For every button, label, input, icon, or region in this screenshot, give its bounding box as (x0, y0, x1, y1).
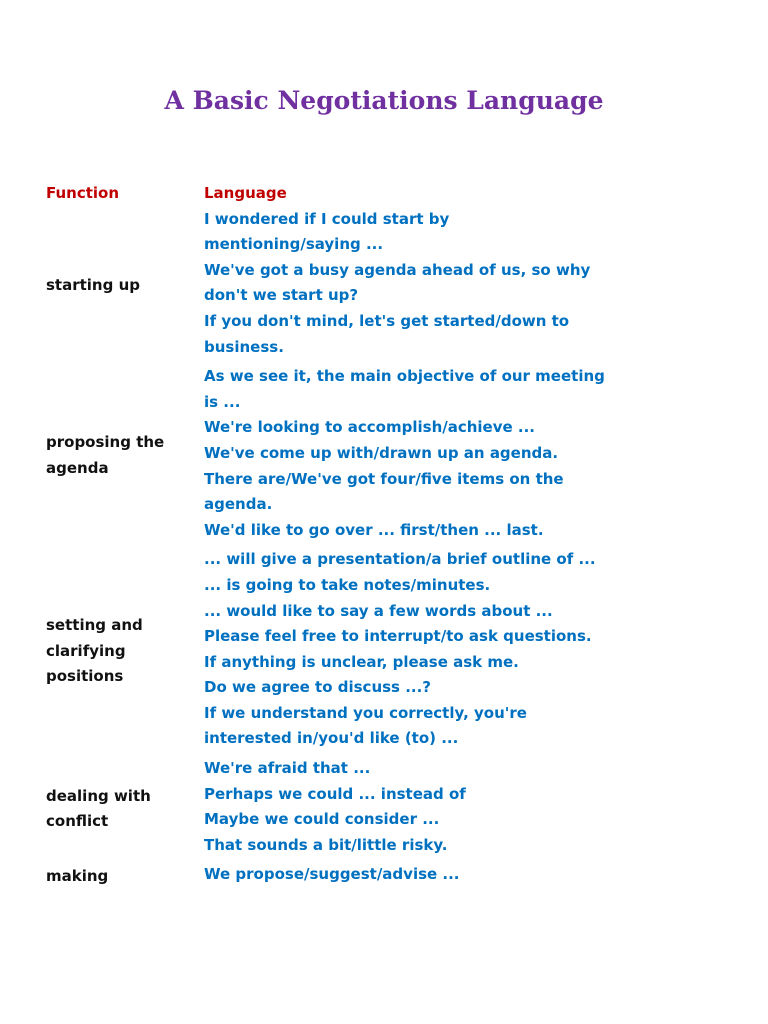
language-line: As we see it, the main objective of our meeting is ... (204, 367, 605, 411)
language-line: ... would like to say a few words about ... (204, 601, 553, 620)
function-cell: making (46, 867, 109, 886)
language-line: ... will give a presentation/a brief outline of ... (204, 550, 596, 569)
language-line: We propose/suggest/advise ... (204, 865, 460, 884)
language-line: Please feel free to interrupt/to ask questions. (204, 627, 592, 646)
language-cell (204, 364, 606, 547)
language-header: Language (204, 184, 287, 202)
language-cell (204, 756, 606, 862)
table-header (46, 181, 606, 207)
language-line: We've come up with/drawn up an agenda. (204, 443, 559, 462)
language-line: ... is going to take notes/minutes. (204, 575, 491, 594)
table-row (46, 547, 606, 756)
language-line: Maybe we could consider ... (204, 810, 440, 829)
language-line: Do we agree to discuss ...? (204, 678, 432, 697)
language-cell (204, 547, 606, 756)
language-line: We're afraid that ... (204, 759, 371, 778)
language-table (46, 181, 606, 892)
table-row (46, 756, 606, 862)
language-cell (204, 862, 606, 892)
language-line: If we understand you correctly, you're interested in/you'd like (to) ... (204, 703, 527, 748)
language-line: We're looking to accomplish/achieve ... (204, 418, 535, 437)
language-line: There are/We've got four/five items on the agenda. (204, 469, 564, 514)
table-row (46, 207, 606, 365)
function-cell: proposing the agenda (46, 433, 165, 477)
page-title: A Basic Negotiations Language (164, 86, 604, 115)
language-cell (204, 207, 606, 365)
language-line: Perhaps we could ... instead of (204, 784, 466, 803)
function-cell: setting and clarifying positions (46, 616, 143, 686)
language-line: We'd like to go over ... first/then ... last. (204, 520, 544, 539)
language-line: That sounds a bit/little risky. (204, 835, 448, 854)
language-line: If anything is unclear, please ask me. (204, 652, 519, 671)
table-row (46, 364, 606, 547)
function-cell: dealing with conflict (46, 786, 151, 831)
language-line: If you don't mind, let's get started/down to business. (204, 311, 570, 356)
function-header: Function (46, 184, 120, 202)
language-line: I wondered if I could start by mentioning/saying ... (204, 209, 450, 254)
table-row (46, 862, 606, 892)
function-cell: starting up (46, 275, 140, 294)
language-line: We've got a busy agenda ahead of us, so why don't we start up? (204, 260, 591, 305)
